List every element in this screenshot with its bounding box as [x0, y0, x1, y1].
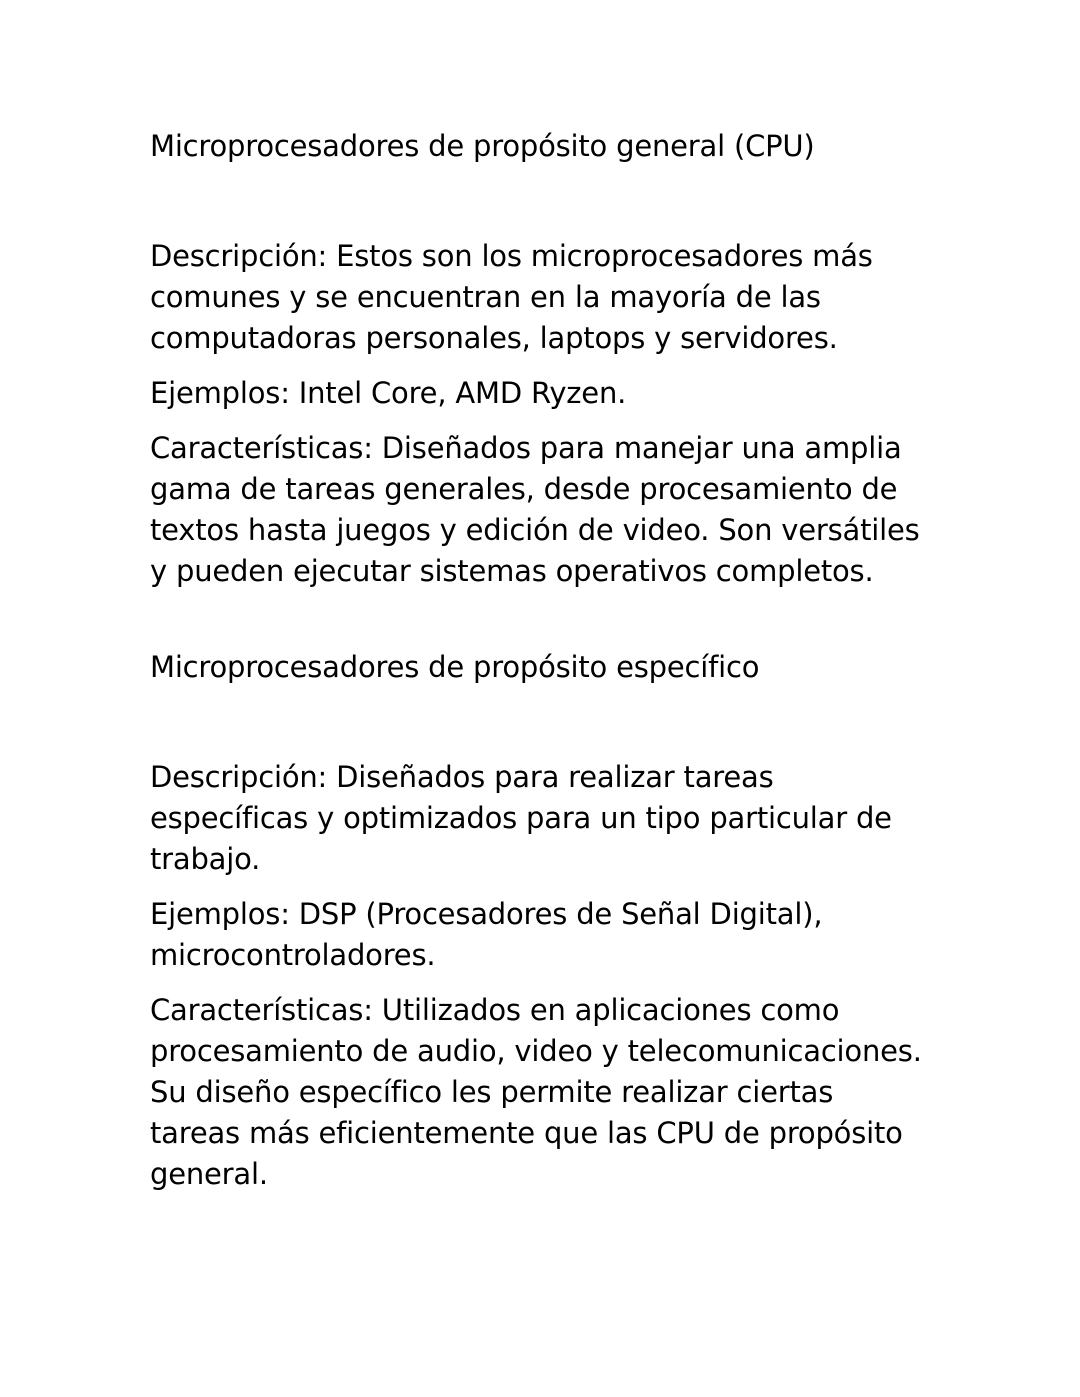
section-features: Características: Utilizados en aplicaciones como procesamiento de audio, video y telecomunicaciones. Su diseño específico les permite realizar ciertas tareas más eficientemente que las CPU de propósito general.	[150, 993, 922, 1191]
document-page	[150, 126, 930, 1209]
section-examples: Ejemplos: Intel Core, AMD Ryzen.	[150, 376, 627, 410]
section-general-purpose	[150, 126, 930, 592]
section-description: Descripción: Diseñados para realizar tareas específicas y optimizados para un tipo particular de trabajo.	[150, 760, 892, 876]
section-specific-purpose	[150, 647, 930, 1195]
section-examples: Ejemplos: DSP (Procesadores de Señal Digital), microcontroladores.	[150, 897, 823, 972]
section-description: Descripción: Estos son los microprocesadores más comunes y se encuentran en la mayoría de las computadoras personales, laptops y servidores.	[150, 239, 873, 355]
section-features: Características: Diseñados para manejar una amplia gama de tareas generales, desde procesamiento de textos hasta juegos y edición de video. Son versátiles y pueden ejecutar sistemas operativos completos.	[150, 431, 920, 588]
section-title: Microprocesadores de propósito general (CPU)	[150, 129, 815, 163]
section-title: Microprocesadores de propósito específico	[150, 650, 760, 684]
